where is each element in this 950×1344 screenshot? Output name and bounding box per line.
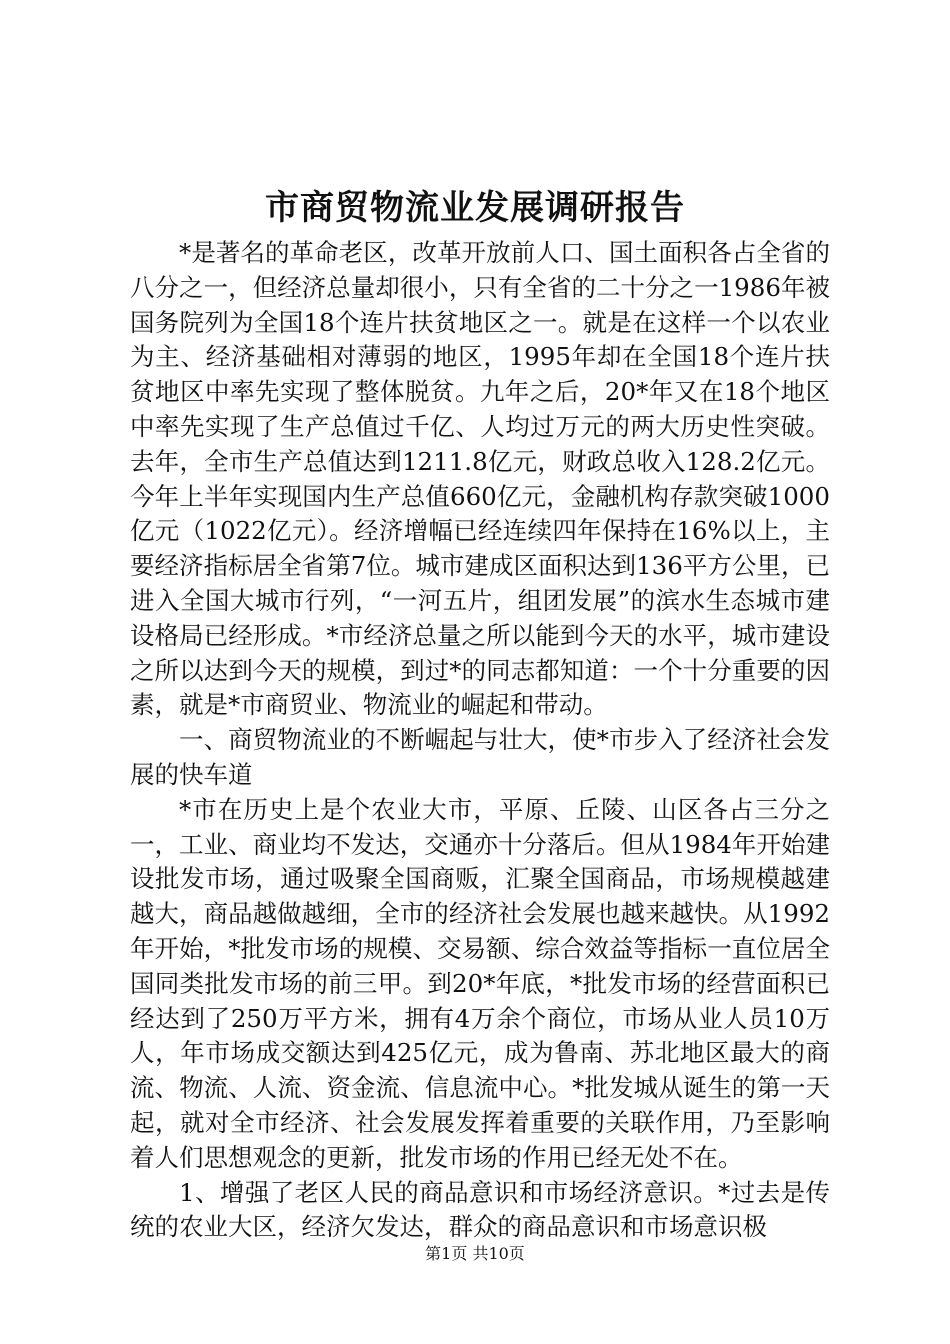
paragraph-intro: *是著名的革命老区，改革开放前人口、国土面积各占全省的八分之一，但经济总量却很小，只有全省的二十分之一1986年被国务院列为全国18个连片扶贫地区之一。就是在这样一个以农业为主、经济基础相对薄弱的地区，1995年却在全国18个连片扶贫地区中率先实现了整体脱贫。九年之后，20*年又在18个地区中率先实现了生产总值过千亿、人均过万元的两大历史性突破。去年，全市生产总值达到1211.8亿元，财政总收入128.2亿元。今年上半年实现国内生产总值660亿元，金融机构存款突破1000亿元（1022亿元）。经济增幅已经连续四年保持在16%以上，主要经济指标居全省第7位。城市建成区面积达到136平方公里，已进入全国大城市行列，“一河五片，组团发展”的滨水生态城市建设格局已经形成。*市经济总量之所以能到今天的水平，城市建设之所以达到今天的规模，到过*的同志都知道：一个十分重要的因素，就是*市商贸业、物流业的崛起和带动。 [130, 238, 830, 720]
document-title: 市商贸物流业发展调研报告 [265, 188, 685, 228]
page-number-footer: 第1页 共10页 [425, 1244, 525, 1263]
paragraph-point-1: 1、增强了老区人民的商品意识和市场经济意识。*过去是传统的农业大区，经济欠发达，群众的商品意识和市场意识极 [130, 1177, 830, 1242]
section-heading-1: 一、商贸物流业的不断崛起与壮大，使*市步入了经济社会发展的快车道 [130, 725, 830, 789]
document-body [130, 236, 830, 1245]
paragraph-market-history: *市在历史上是个农业大市，平原、丘陵、山区各占三分之一，工业、商业均不发达，交通亦十分落后。但从1984年开始建设批发市场，通过吸聚全国商贩，汇聚全国商品，市场规模越建越大，商品越做越细，全市的经济社会发展也越来越快。从1992年开始，*批发市场的规模、交易额、综合效益等指标一直位居全国同类批发市场的前三甲。到20*年底，*批发市场的经营面积已经达到了250万平方米，拥有4万余个商位，市场从业人员10万人，年市场成交额达到425亿元，成为鲁南、苏北地区最大的商流、物流、人流、资金流、信息流中心。*批发城从诞生的第一天起，就对全市经济、社会发展发挥着重要的关联作用，乃至影响着人们思想观念的更新，批发市场的作用已经无处不在。 [130, 794, 830, 1172]
